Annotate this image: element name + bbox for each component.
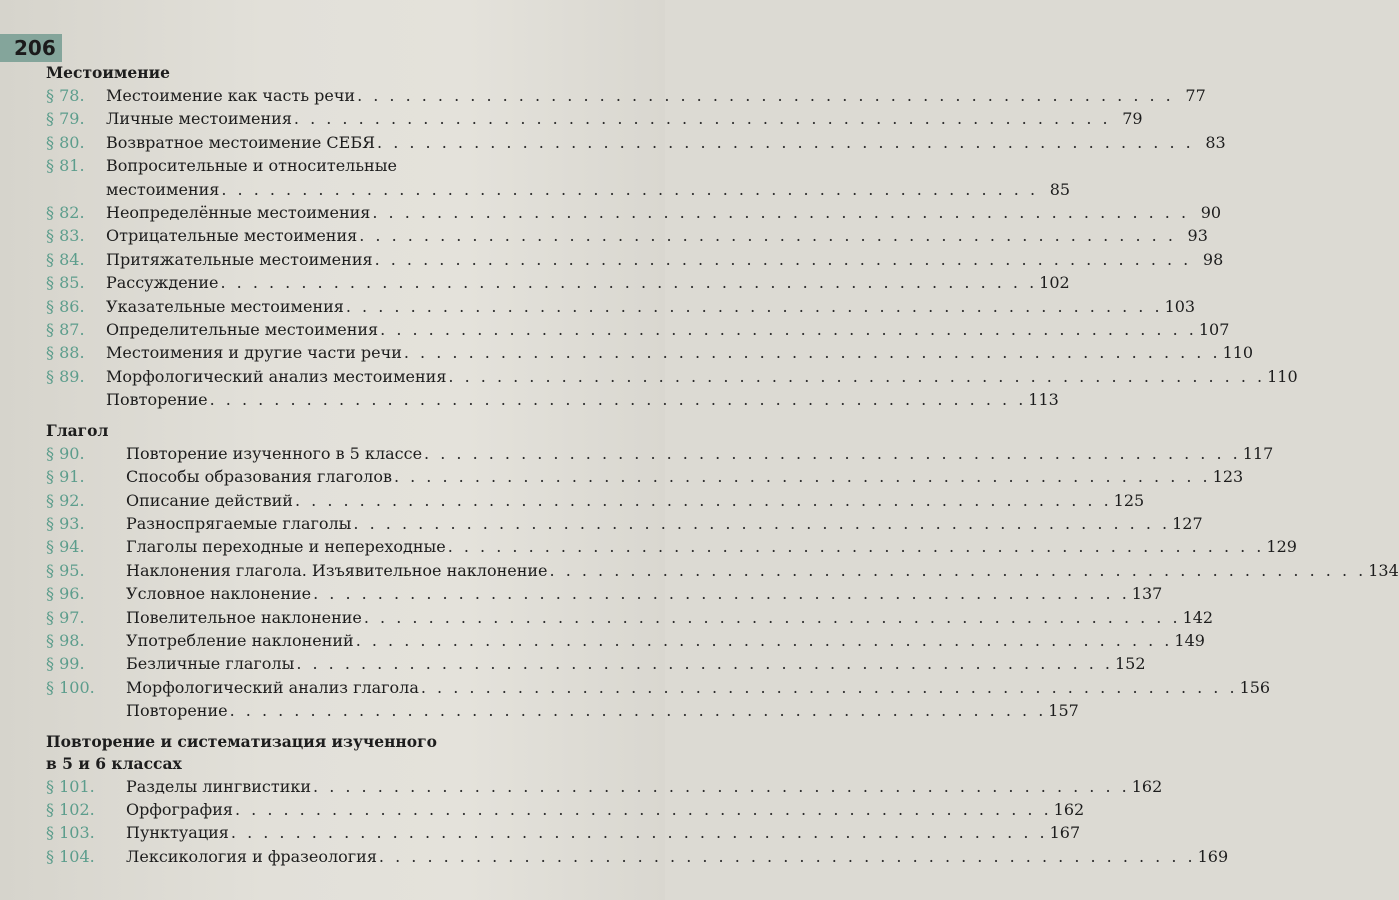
toc-entry	[46, 341, 1254, 364]
entry-row	[126, 798, 1084, 821]
toc-entry	[46, 845, 1229, 868]
entry-body	[126, 512, 1202, 535]
toc-entry	[46, 318, 1230, 341]
entry-row	[126, 775, 1162, 798]
entry-title: Безличные глаголы	[126, 654, 295, 674]
page-ref: 113	[1028, 390, 1059, 410]
dot-leader: . . . . . . . . . . . . . . . . . . . . . . . . . . . . . . . . . . . . . . . . . . . . . . . . . . .	[357, 86, 1174, 105]
page-ref: 107	[1198, 320, 1230, 340]
paragraph-number: § 83.	[46, 226, 85, 246]
entry-body	[126, 676, 1270, 699]
paragraph-number: § 81.	[46, 156, 85, 176]
entry-title: Местоимения и другие части речи	[106, 343, 402, 363]
toc-entry	[46, 201, 1222, 224]
dot-leader: . . . . . . . . . . . . . . . . . . . . . . . . . . . . . . . . . . . . . . . . . . . . . . . . . . .	[447, 537, 1265, 557]
page-ref: 162	[1131, 776, 1163, 796]
entry-body	[126, 559, 1398, 582]
dot-leader: . . . . . . . . . . . . . . . . . . . . . . . . . . . . . . . . . . . . . . . . . . . . . . . . . . .	[221, 179, 1039, 199]
toc-entry	[46, 388, 1059, 411]
paragraph-number: § 92.	[46, 490, 85, 510]
toc-entry	[46, 365, 1298, 388]
toc-entry	[46, 821, 1081, 844]
page-ref: 98	[1202, 249, 1224, 269]
page-ref: 79	[1122, 109, 1143, 129]
entry-body	[106, 295, 1195, 318]
entry-body	[106, 224, 1208, 247]
entry-row	[126, 845, 1228, 868]
dot-leader: . . . . . . . . . . . . . . . . . . . . . . . . . . . . . . . . . . . . . . . . . . . . . . . . . . .	[403, 343, 1221, 363]
entry-title: Возвратное местоимение СЕБЯ	[106, 132, 376, 152]
toc-entry	[46, 224, 1208, 247]
dot-leader: . . . . . . . . . . . . . . . . . . . . . . . . . . . . . . . . . . . . . . . . . . . . . . . . . . .	[448, 366, 1266, 386]
dot-leader: . . . . . . . . . . . . . . . . . . . . . . . . . . . . . . . . . . . . . . . . . . . . . . . . . . .	[313, 584, 1130, 604]
toc-entry	[46, 775, 1163, 798]
entry-title: Разноспрягаемые глаголы	[126, 513, 352, 533]
entry-title: Пунктуация	[126, 823, 229, 843]
entry-body	[126, 465, 1243, 488]
entry-body	[106, 388, 1058, 411]
dot-leader: . . . . . . . . . . . . . . . . . . . . . . . . . . . . . . . . . . . . . . . . . . . . . . . . . . .	[372, 203, 1190, 223]
dot-leader: . . . . . . . . . . . . . . . . . . . . . . . . . . . . . . . . . . . . . . . . . . . . . . . . . . .	[380, 320, 1197, 340]
toc-entry	[46, 512, 1203, 535]
paragraph-number: § 104.	[46, 846, 95, 866]
dot-leader: . . . . . . . . . . . . . . . . . . . . . . . . . . . . . . . . . . . . . . . . . . . . . . . . . . .	[296, 654, 1113, 674]
entry-title: Наклонения глагола. Изъявительное наклонение	[126, 560, 548, 580]
entry-body	[106, 201, 1221, 224]
dot-leader: . . . . . . . . . . . . . . . . . . . . . . . . . . . . . . . . . . . . . . . . . . . . . . . . . . .	[393, 467, 1211, 487]
page-ref: 156	[1239, 677, 1271, 697]
dot-leader: . . . . . . . . . . . . . . . . . . . . . . . . . . . . . . . . . . . . . . . . . . . . . . . . . . .	[345, 296, 1163, 316]
dot-leader: . . . . . . . . . . . . . . . . . . . . . . . . . . . . . . . . . . . . . . . . . . . . . . . . . . .	[424, 443, 1241, 463]
paragraph-number	[46, 699, 126, 722]
paragraph-number: § 78.	[46, 86, 85, 105]
toc-entry	[46, 559, 1399, 582]
paragraph-number: § 87.	[46, 320, 85, 340]
entry-body	[126, 582, 1162, 605]
page-ref: 123	[1212, 467, 1244, 487]
dot-leader: . . . . . . . . . . . . . . . . . . . . . . . . . . . . . . . . . . . . . . . . . . . . . . . . . . .	[549, 560, 1367, 580]
entry-body	[106, 271, 1069, 294]
dot-leader: . . . . . . . . . . . . . . . . . . . . . . . . . . . . . . . . . . . . . . . . . . . . . . . . . . .	[293, 109, 1111, 129]
entry-title: Определительные местоимения	[106, 320, 379, 340]
toc-entry	[46, 699, 1079, 722]
entry-title: Указательные местоимения	[106, 296, 344, 316]
paragraph-number: § 86.	[46, 296, 85, 316]
entry-title: Морфологический анализ местоимения	[106, 366, 447, 386]
entry-row	[106, 341, 1253, 364]
page-ref: 77	[1185, 86, 1206, 105]
entry-title: Употребление наклонений	[126, 630, 354, 650]
paragraph-number: § 96.	[46, 584, 85, 604]
entry-body	[126, 699, 1078, 722]
entry-row	[106, 84, 1206, 107]
entry-row	[126, 535, 1296, 558]
paragraph-number: § 98.	[46, 630, 85, 650]
entry-body	[126, 652, 1145, 675]
toc-entry	[46, 131, 1226, 154]
table-of-contents	[46, 62, 1399, 876]
page-ref: 137	[1131, 584, 1163, 604]
entry-title: Разделы лингвистики	[126, 776, 312, 796]
entry-row	[106, 295, 1195, 318]
entry-title: Неопределённые местоимения	[106, 203, 371, 223]
page-ref: 83	[1205, 132, 1226, 152]
entry-title: Способы образования глаголов	[126, 467, 392, 487]
toc-entry	[46, 465, 1244, 488]
paragraph-number	[46, 388, 106, 411]
entry-row	[126, 442, 1273, 465]
toc-entry	[46, 295, 1196, 318]
toc-entry	[46, 154, 1071, 201]
entry-body	[126, 775, 1162, 798]
entry-body	[106, 131, 1226, 154]
entry-row	[126, 652, 1145, 675]
toc-entry	[46, 248, 1224, 271]
toc-entry	[46, 652, 1146, 675]
dot-leader: . . . . . . . . . . . . . . . . . . . . . . . . . . . . . . . . . . . . . . . . . . . . . . . . . . .	[230, 823, 1048, 843]
entry-row	[106, 318, 1229, 341]
page-ref: 93	[1187, 226, 1208, 246]
entry-title: Вопросительные и относительные	[106, 156, 397, 176]
page-ref: 90	[1200, 203, 1222, 223]
dot-leader: . . . . . . . . . . . . . . . . . . . . . . . . . . . . . . . . . . . . . . . . . . . . . . . . . . .	[355, 630, 1173, 650]
toc-entry	[46, 606, 1214, 629]
entry-body	[126, 606, 1213, 629]
entry-title: местоимения	[106, 179, 220, 199]
paragraph-number: § 100.	[46, 677, 95, 697]
entry-title: Притяжательные местоимения	[106, 249, 373, 269]
entry-title: Рассуждение	[106, 273, 219, 293]
page-ref: 110	[1267, 366, 1298, 386]
dot-leader: . . . . . . . . . . . . . . . . . . . . . . . . . . . . . . . . . . . . . . . . . . . . . . . . . . .	[220, 273, 1038, 293]
entry-row	[126, 559, 1398, 582]
toc-entry	[46, 798, 1085, 821]
toc-entry	[46, 442, 1274, 465]
entry-title: Повелительное наклонение	[126, 607, 362, 627]
page-ref: 117	[1242, 443, 1274, 463]
toc-entry	[46, 271, 1070, 294]
entry-row	[106, 224, 1208, 247]
paragraph-number: § 101.	[46, 776, 95, 796]
entry-row	[126, 821, 1080, 844]
section-title: Повторение и систематизация изученного	[46, 731, 437, 751]
entry-body	[106, 365, 1297, 388]
entry-body	[106, 84, 1206, 107]
dot-leader: . . . . . . . . . . . . . . . . . . . . . . . . . . . . . . . . . . . . . . . . . . . . . . . . . . .	[313, 776, 1130, 796]
paragraph-number: § 103.	[46, 823, 95, 843]
toc-entry	[46, 84, 1206, 107]
dot-leader: . . . . . . . . . . . . . . . . . . . . . . . . . . . . . . . . . . . . . . . . . . . . . . . . . . .	[420, 677, 1238, 697]
entry-body	[106, 154, 1070, 201]
paragraph-number: § 88.	[46, 343, 85, 363]
entry-body	[126, 489, 1144, 512]
dot-leader: . . . . . . . . . . . . . . . . . . . . . . . . . . . . . . . . . . . . . . . . . . . . . . . . . . .	[363, 607, 1181, 627]
entry-body	[126, 442, 1273, 465]
toc-section	[46, 420, 1399, 723]
toc-section	[46, 62, 1298, 412]
dot-leader: . . . . . . . . . . . . . . . . . . . . . . . . . . . . . . . . . . . . . . . . . . . . . . . . . . .	[294, 490, 1112, 510]
page-ref: 125	[1113, 490, 1145, 510]
entry-row	[126, 512, 1202, 535]
section-title: Глагол	[46, 420, 109, 440]
toc-entry	[46, 535, 1297, 558]
entry-title: Повторение	[106, 390, 208, 410]
page-ref: 169	[1197, 846, 1229, 866]
page-ref: 134	[1368, 560, 1399, 580]
entry-row	[106, 178, 1070, 201]
page-ref: 85	[1049, 179, 1071, 199]
dot-leader: . . . . . . . . . . . . . . . . . . . . . . . . . . . . . . . . . . . . . . . . . . . . . . . . . . .	[209, 390, 1027, 410]
toc-entry	[46, 629, 1205, 652]
paragraph-number: § 95.	[46, 560, 85, 580]
entry-body	[106, 341, 1253, 364]
page-ref: 152	[1115, 654, 1146, 674]
paragraph-number: § 94.	[46, 537, 85, 557]
entry-title: Личные местоимения	[106, 109, 292, 129]
paragraph-number: § 79.	[46, 109, 85, 129]
entry-body	[126, 535, 1296, 558]
entry-row	[106, 248, 1223, 271]
entry-body	[106, 248, 1223, 271]
dot-leader: . . . . . . . . . . . . . . . . . . . . . . . . . . . . . . . . . . . . . . . . . . . . . . . . . . .	[377, 132, 1194, 152]
toc-entry	[46, 582, 1163, 605]
entry-body	[126, 629, 1204, 652]
entry-row	[106, 388, 1058, 411]
paragraph-number: § 93.	[46, 513, 85, 533]
entry-title: Глаголы переходные и непереходные	[126, 537, 446, 557]
toc-entry	[46, 107, 1143, 130]
entry-row	[126, 606, 1213, 629]
entry-body	[106, 107, 1143, 130]
page-ref: 149	[1174, 630, 1205, 650]
page-ref: 142	[1182, 607, 1214, 627]
entry-row	[126, 629, 1204, 652]
entry-title: Условное наклонение	[126, 584, 312, 604]
paragraph-number: § 102.	[46, 799, 95, 819]
page-ref: 167	[1049, 823, 1081, 843]
section-title: Местоимение	[46, 63, 170, 82]
paragraph-number: § 84.	[46, 249, 85, 269]
entry-row	[126, 676, 1270, 699]
page-ref: 127	[1172, 513, 1203, 533]
entry-body	[126, 845, 1228, 868]
entry-title: Описание действий	[126, 490, 293, 510]
paragraph-number: § 99.	[46, 654, 85, 674]
section-title: в 5 и 6 классах	[46, 753, 182, 773]
dot-leader: . . . . . . . . . . . . . . . . . . . . . . . . . . . . . . . . . . . . . . . . . . . . . . . . . . .	[353, 513, 1171, 533]
entry-row	[106, 271, 1069, 294]
dot-leader: . . . . . . . . . . . . . . . . . . . . . . . . . . . . . . . . . . . . . . . . . . . . . . . . . . .	[374, 249, 1192, 269]
dot-leader: . . . . . . . . . . . . . . . . . . . . . . . . . . . . . . . . . . . . . . . . . . . . . . . . . . .	[229, 701, 1047, 721]
page-ref: 102	[1039, 273, 1070, 293]
entry-row	[106, 365, 1297, 388]
toc-section	[46, 731, 1229, 869]
paragraph-number: § 90.	[46, 443, 85, 463]
entry-title: Отрицательные местоимения	[106, 226, 358, 246]
entry-body	[126, 798, 1084, 821]
paragraph-number: § 85.	[46, 273, 85, 293]
dot-leader: . . . . . . . . . . . . . . . . . . . . . . . . . . . . . . . . . . . . . . . . . . . . . . . . . . .	[378, 846, 1196, 866]
entry-row	[126, 489, 1144, 512]
entry-body	[126, 821, 1080, 844]
entry-row	[126, 465, 1243, 488]
paragraph-number: § 80.	[46, 132, 85, 152]
page-ref: 157	[1048, 701, 1079, 721]
toc-entry	[46, 676, 1271, 699]
page-ref: 162	[1053, 799, 1085, 819]
page-number: 206	[0, 34, 62, 62]
paragraph-number: § 91.	[46, 467, 85, 487]
entry-title: Морфологический анализ глагола	[126, 677, 419, 697]
entry-title: Повторение изученного в 5 классе	[126, 443, 423, 463]
entry-row	[106, 201, 1221, 224]
entry-title: Повторение	[126, 701, 228, 721]
paragraph-number: § 89.	[46, 366, 85, 386]
dot-leader: . . . . . . . . . . . . . . . . . . . . . . . . . . . . . . . . . . . . . . . . . . . . . . . . . . .	[359, 226, 1176, 246]
entry-body	[106, 318, 1229, 341]
entry-title: Лексикология и фразеология	[126, 846, 377, 866]
entry-row	[126, 582, 1162, 605]
paragraph-number: § 97.	[46, 607, 85, 627]
dot-leader: . . . . . . . . . . . . . . . . . . . . . . . . . . . . . . . . . . . . . . . . . . . . . . . . . . .	[234, 799, 1052, 819]
entry-row	[106, 131, 1226, 154]
page-ref: 129	[1266, 537, 1297, 557]
entry-row	[106, 107, 1143, 130]
page-ref: 103	[1164, 296, 1196, 316]
toc-entry	[46, 489, 1145, 512]
paragraph-number: § 82.	[46, 203, 85, 223]
entry-title: Местоимение как часть речи	[106, 86, 356, 105]
page-ref: 110	[1222, 343, 1254, 363]
entry-row	[126, 699, 1078, 722]
entry-title: Орфография	[126, 799, 233, 819]
